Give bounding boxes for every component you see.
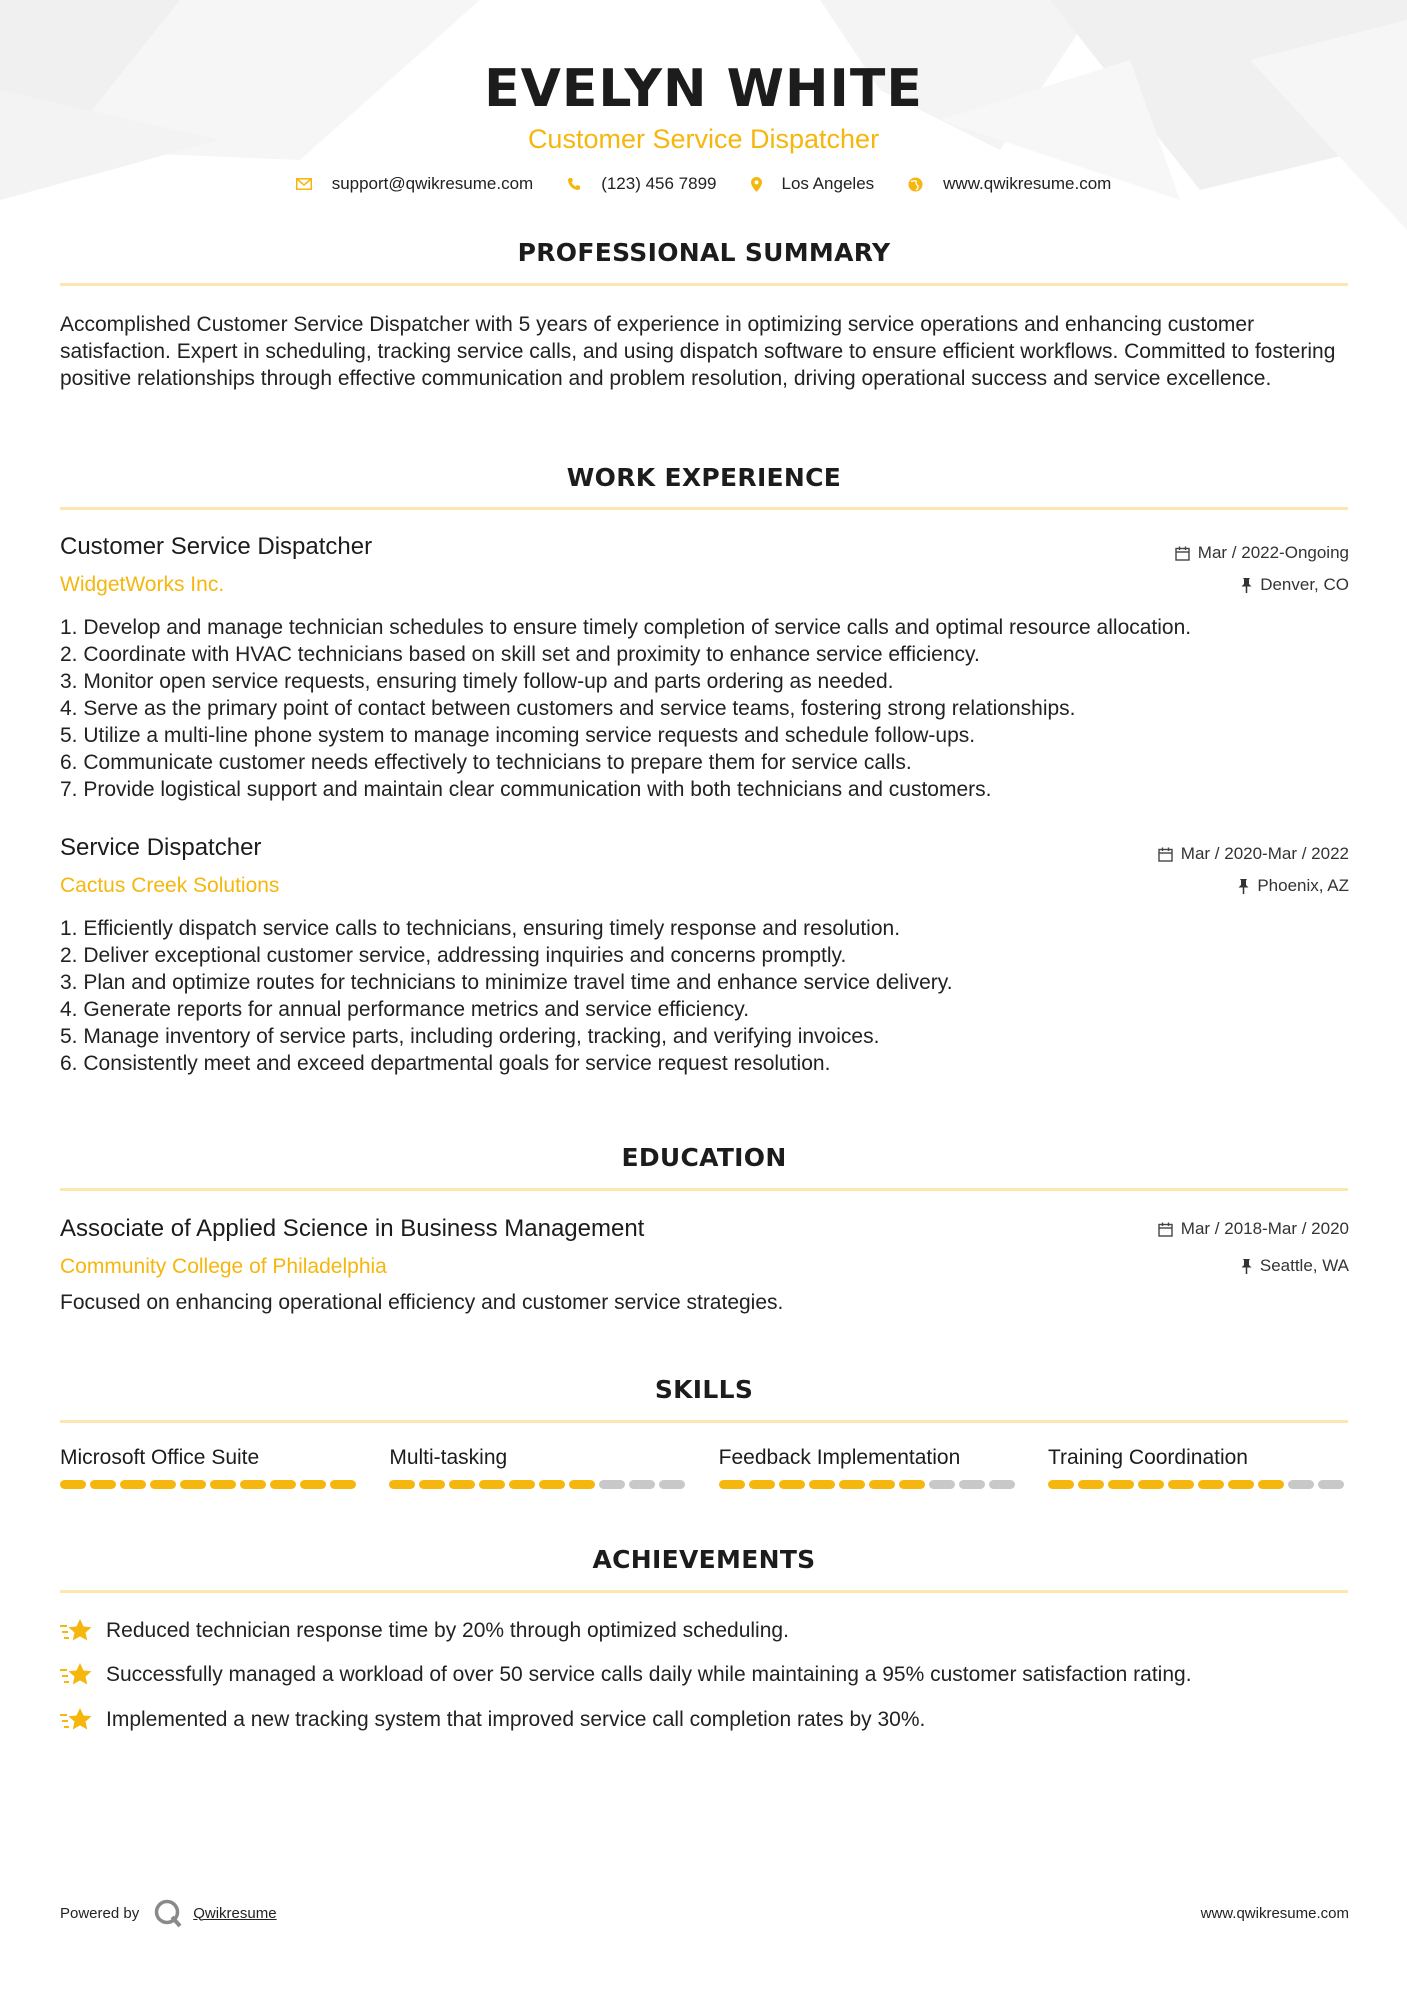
job-location — [1241, 575, 1349, 595]
experience-divider — [60, 507, 1348, 510]
school-name: Community College of Philadelphia — [60, 1255, 387, 1278]
qwikresume-logo-icon — [153, 1898, 183, 1928]
job-location — [1238, 876, 1349, 896]
education-location-text: Seattle, WA — [1259, 1256, 1349, 1275]
skill-segment-filled — [210, 1480, 236, 1489]
skill-item — [60, 1446, 360, 1489]
summary-text: Accomplished Customer Service Dispatcher with 5 years of experience in optimizing service operations and enhancing customer satisfaction. Expert in scheduling, tracking service calls, and using dispatch software to ensure efficient workflows. Committed to fostering positive relationships through effective communication and problem resolution, driving operational success and service excellence. — [60, 313, 1336, 390]
achievement-item — [60, 1706, 925, 1734]
job-bullets — [60, 614, 1360, 803]
achievement-item — [60, 1617, 789, 1645]
skill-name: Microsoft Office Suite — [60, 1446, 260, 1469]
skill-segment-empty — [959, 1480, 985, 1489]
list-item: 3. Plan and optimize routes for technicians to minimize travel time and enhance service delivery. — [60, 971, 953, 994]
contact-email[interactable] — [296, 174, 534, 194]
skill-name: Training Coordination — [1047, 1446, 1248, 1469]
star-icon — [60, 1617, 92, 1645]
skill-segment-filled — [479, 1480, 505, 1489]
skill-level-bar — [719, 1480, 1019, 1489]
map-pin-icon — [751, 177, 762, 192]
skill-segment-filled — [569, 1480, 595, 1489]
contact-phone[interactable] — [567, 174, 716, 194]
skills-list — [60, 1446, 1348, 1489]
skill-level-bar — [60, 1480, 360, 1489]
list-item: 6. Communicate customer needs effectively to technicians to prepare them for service calls. — [60, 751, 912, 774]
footer-website[interactable]: www.qwikresume.com — [1200, 1905, 1349, 1922]
education-divider — [60, 1188, 1348, 1191]
list-item: 2. Coordinate with HVAC technicians based on skill set and proximity to enhance service efficiency. — [60, 643, 980, 666]
skill-segment-filled — [120, 1480, 146, 1489]
candidate-name: EVELYN WHITE — [484, 59, 923, 119]
skill-segment-filled — [270, 1480, 296, 1489]
job-location-text: Denver, CO — [1260, 575, 1349, 594]
skill-segment-filled — [1078, 1480, 1104, 1489]
skill-level-bar — [389, 1480, 689, 1489]
education-description: Focused on enhancing operational efficiency and customer service strategies. — [60, 1291, 784, 1314]
job-dates — [1158, 844, 1349, 864]
star-icon — [60, 1706, 92, 1734]
pushpin-icon — [1238, 879, 1249, 894]
skill-segment-filled — [90, 1480, 116, 1489]
job-company: Cactus Creek Solutions — [60, 874, 280, 897]
skill-segment-filled — [539, 1480, 565, 1489]
list-item: 3. Monitor open service requests, ensuring timely follow-up and parts ordering as needed. — [60, 670, 894, 693]
skill-segment-empty — [629, 1480, 655, 1489]
star-icon — [60, 1661, 92, 1689]
skill-segment-filled — [899, 1480, 925, 1489]
skill-segment-filled — [1168, 1480, 1194, 1489]
education-heading: EDUCATION — [621, 1143, 787, 1172]
resume-header — [0, 56, 1407, 194]
footer-powered-by — [60, 1898, 277, 1928]
job-title: Customer Service Dispatcher — [60, 533, 373, 560]
globe-icon — [908, 177, 923, 192]
calendar-icon — [1158, 847, 1173, 862]
list-item: 5. Utilize a multi-line phone system to manage incoming service requests and schedule follow-ups. — [60, 724, 976, 747]
job-dates — [1175, 543, 1349, 563]
skill-segment-filled — [389, 1480, 415, 1489]
list-item: 4. Serve as the primary point of contact between customers and service teams, fostering strong relationships. — [60, 697, 1076, 720]
summary-heading: PROFESSIONAL SUMMARY — [517, 238, 891, 267]
job-location-text: Phoenix, AZ — [1257, 876, 1349, 895]
skill-segment-filled — [839, 1480, 865, 1489]
job-dates-text: Mar / 2020-Mar / 2022 — [1180, 844, 1349, 863]
calendar-icon — [1158, 1222, 1173, 1237]
skill-segment-filled — [60, 1480, 86, 1489]
skill-segment-filled — [150, 1480, 176, 1489]
job-title: Service Dispatcher — [60, 834, 262, 861]
achievements-divider — [60, 1590, 1348, 1593]
calendar-icon — [1175, 546, 1190, 561]
contact-email-text: support@qwikresume.com — [331, 174, 534, 193]
contact-location-text: Los Angeles — [781, 174, 875, 193]
skill-item — [1048, 1446, 1348, 1489]
skills-divider — [60, 1420, 1348, 1423]
list-item: 6. Consistently meet and exceed departmental goals for service request resolution. — [60, 1052, 831, 1075]
skill-segment-filled — [1258, 1480, 1284, 1489]
list-item: 7. Provide logistical support and maintain clear communication with both technicians and customers. — [60, 778, 992, 801]
skill-segment-filled — [749, 1480, 775, 1489]
skill-segment-empty — [1318, 1480, 1344, 1489]
brand-link[interactable]: Qwikresume — [193, 1904, 277, 1922]
skill-segment-filled — [449, 1480, 475, 1489]
experience-heading: WORK EXPERIENCE — [566, 463, 842, 492]
list-item: 1. Efficiently dispatch service calls to technicians, ensuring timely response and resolution. — [60, 917, 901, 940]
pushpin-icon — [1241, 578, 1252, 593]
skill-segment-filled — [1138, 1480, 1164, 1489]
job-bullets — [60, 915, 1360, 1077]
achievement-text: Successfully managed a workload of over 50 service calls daily while maintaining a 95% customer satisfaction rating. — [106, 1663, 1192, 1686]
pushpin-icon — [1241, 1259, 1252, 1274]
skill-name: Multi-tasking — [389, 1446, 508, 1469]
skill-segment-filled — [719, 1480, 745, 1489]
achievement-text: Implemented a new tracking system that improved service call completion rates by 30%. — [106, 1708, 926, 1731]
candidate-role: Customer Service Dispatcher — [527, 124, 880, 154]
contact-website-text: www.qwikresume.com — [943, 174, 1112, 193]
education-dates — [1158, 1219, 1349, 1239]
list-item: 2. Deliver exceptional customer service, addressing inquiries and concerns promptly. — [60, 944, 847, 967]
achievement-item — [60, 1661, 1192, 1689]
skill-segment-filled — [330, 1480, 356, 1489]
education-location — [1241, 1256, 1349, 1276]
list-item: 5. Manage inventory of service parts, including ordering, tracking, and verifying invoices. — [60, 1025, 880, 1048]
contact-location — [751, 174, 875, 194]
job-company: WidgetWorks Inc. — [60, 573, 225, 596]
contact-website[interactable] — [908, 174, 1111, 194]
skill-level-bar — [1048, 1480, 1348, 1489]
skill-segment-filled — [419, 1480, 445, 1489]
envelope-icon — [296, 178, 312, 190]
phone-icon — [567, 177, 581, 191]
list-item: 1. Develop and manage technician schedules to ensure timely completion of service calls and optimal resource allocation. — [60, 616, 1192, 639]
skill-segment-filled — [1048, 1480, 1074, 1489]
skill-item — [389, 1446, 689, 1489]
contact-bar — [0, 174, 1407, 194]
powered-by-label: Powered by — [60, 1904, 140, 1922]
list-item: 4. Generate reports for annual performance metrics and service efficiency. — [60, 998, 750, 1021]
achievements-heading: ACHIEVEMENTS — [592, 1545, 816, 1574]
job-dates-text: Mar / 2022-Ongoing — [1197, 543, 1349, 562]
skill-segment-filled — [869, 1480, 895, 1489]
contact-phone-text: (123) 456 7899 — [601, 174, 717, 193]
skill-segment-filled — [300, 1480, 326, 1489]
skills-heading: SKILLS — [654, 1375, 754, 1404]
skill-segment-filled — [1228, 1480, 1254, 1489]
skill-segment-filled — [809, 1480, 835, 1489]
skill-segment-empty — [1288, 1480, 1314, 1489]
skill-segment-filled — [509, 1480, 535, 1489]
skill-segment-empty — [929, 1480, 955, 1489]
skill-segment-filled — [779, 1480, 805, 1489]
degree-title: Associate of Applied Science in Business Management — [60, 1215, 645, 1242]
skill-segment-filled — [180, 1480, 206, 1489]
skill-segment-filled — [240, 1480, 266, 1489]
skill-segment-empty — [599, 1480, 625, 1489]
education-dates-text: Mar / 2018-Mar / 2020 — [1180, 1219, 1349, 1238]
achievement-text: Reduced technician response time by 20% through optimized scheduling. — [106, 1619, 789, 1642]
summary-divider — [60, 283, 1348, 286]
skill-segment-filled — [1198, 1480, 1224, 1489]
skill-item — [719, 1446, 1019, 1489]
skill-segment-empty — [659, 1480, 685, 1489]
skill-segment-filled — [1108, 1480, 1134, 1489]
skill-name: Feedback Implementation — [718, 1446, 961, 1469]
skill-segment-empty — [989, 1480, 1015, 1489]
